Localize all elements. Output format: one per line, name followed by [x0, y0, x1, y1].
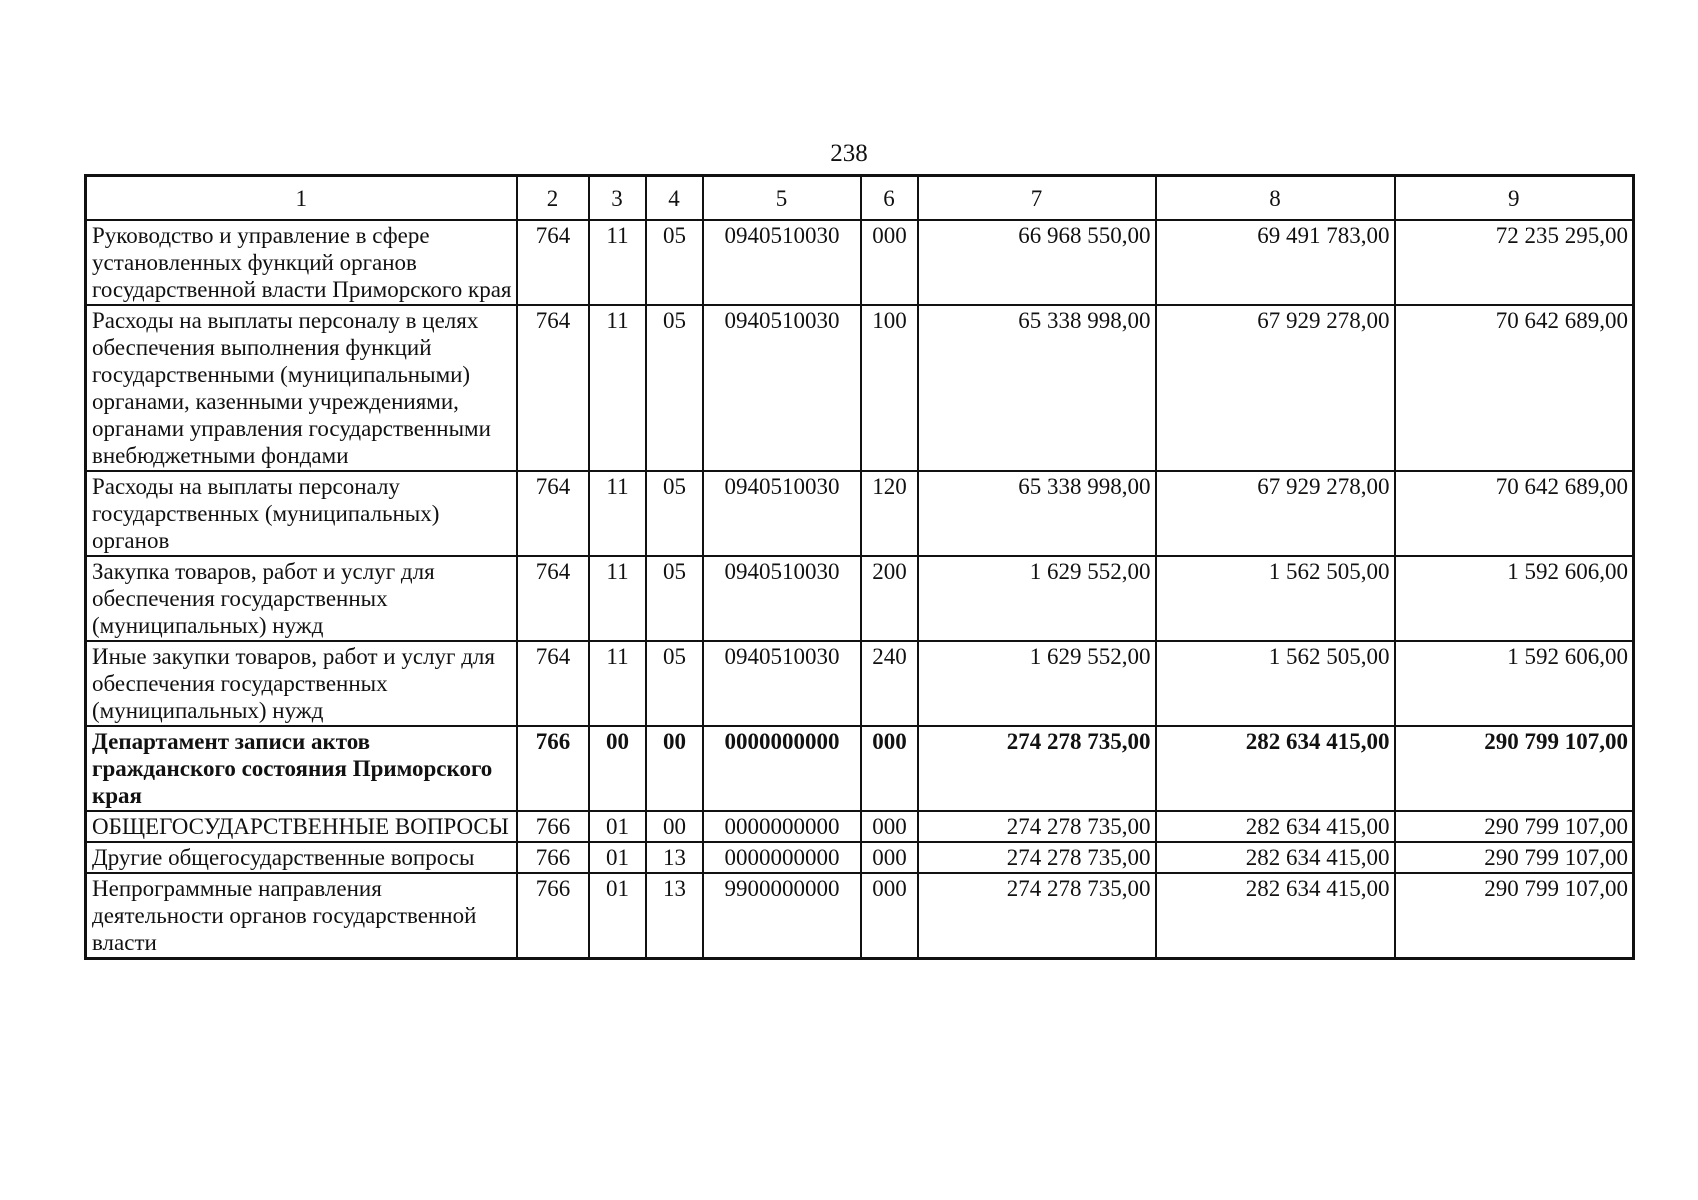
- subsection-code-cell: 05: [646, 471, 703, 556]
- amount-year-3-cell: 70 642 689,00: [1395, 305, 1634, 471]
- amount-year-2-cell: 67 929 278,00: [1156, 305, 1395, 471]
- expense-type-cell: 240: [861, 641, 918, 726]
- row-name-cell: Непрограммные направления деятельности органов государственной власти: [86, 873, 517, 959]
- expense-type-cell: 000: [861, 726, 918, 811]
- table-row: [86, 726, 1634, 811]
- row-name-cell: Другие общегосударственные вопросы: [86, 842, 517, 873]
- section-code-cell: 01: [589, 873, 646, 959]
- amount-year-3-cell: 290 799 107,00: [1395, 726, 1634, 811]
- column-header: 4: [646, 176, 703, 221]
- table-row: [86, 220, 1634, 305]
- amount-year-2-cell: 67 929 278,00: [1156, 471, 1395, 556]
- amount-year-3-cell: 290 799 107,00: [1395, 811, 1634, 842]
- section-code-cell: 01: [589, 811, 646, 842]
- row-name-cell: Закупка товаров, работ и услуг для обеспечения государственных (муниципальных) нужд: [86, 556, 517, 641]
- amount-year-3-cell: 70 642 689,00: [1395, 471, 1634, 556]
- column-header: 6: [861, 176, 918, 221]
- target-article-cell: 9900000000: [703, 873, 861, 959]
- budget-table: [84, 174, 1635, 960]
- amount-year-3-cell: 72 235 295,00: [1395, 220, 1634, 305]
- amount-year-2-cell: 1 562 505,00: [1156, 556, 1395, 641]
- amount-year-2-cell: 282 634 415,00: [1156, 726, 1395, 811]
- target-article-cell: 0000000000: [703, 726, 861, 811]
- target-article-cell: 0940510030: [703, 471, 861, 556]
- table-row: [86, 811, 1634, 842]
- subsection-code-cell: 05: [646, 641, 703, 726]
- expense-type-cell: 100: [861, 305, 918, 471]
- table-row: [86, 842, 1634, 873]
- ved-code-cell: 764: [517, 556, 589, 641]
- amount-year-2-cell: 282 634 415,00: [1156, 842, 1395, 873]
- table-row: [86, 641, 1634, 726]
- target-article-cell: 0000000000: [703, 811, 861, 842]
- expense-type-cell: 000: [861, 873, 918, 959]
- column-header: 3: [589, 176, 646, 221]
- amount-year-2-cell: 69 491 783,00: [1156, 220, 1395, 305]
- table-row: [86, 556, 1634, 641]
- ved-code-cell: 766: [517, 842, 589, 873]
- amount-year-1-cell: 274 278 735,00: [918, 842, 1156, 873]
- expense-type-cell: 000: [861, 220, 918, 305]
- expense-type-cell: 000: [861, 811, 918, 842]
- section-code-cell: 11: [589, 305, 646, 471]
- amount-year-1-cell: 65 338 998,00: [918, 305, 1156, 471]
- table-body: [86, 220, 1634, 959]
- row-name-cell: Иные закупки товаров, работ и услуг для обеспечения государственных (муниципальных) нужд: [86, 641, 517, 726]
- amount-year-1-cell: 66 968 550,00: [918, 220, 1156, 305]
- subsection-code-cell: 13: [646, 842, 703, 873]
- amount-year-1-cell: 274 278 735,00: [918, 873, 1156, 959]
- amount-year-2-cell: 282 634 415,00: [1156, 873, 1395, 959]
- amount-year-1-cell: 65 338 998,00: [918, 471, 1156, 556]
- ved-code-cell: 766: [517, 873, 589, 959]
- row-name-cell: Департамент записи актов гражданского состояния Приморского края: [86, 726, 517, 811]
- expense-type-cell: 200: [861, 556, 918, 641]
- row-name-cell: Расходы на выплаты персоналу государственных (муниципальных) органов: [86, 471, 517, 556]
- target-article-cell: 0940510030: [703, 641, 861, 726]
- ved-code-cell: 764: [517, 220, 589, 305]
- column-header: 5: [703, 176, 861, 221]
- subsection-code-cell: 05: [646, 556, 703, 641]
- ved-code-cell: 766: [517, 726, 589, 811]
- amount-year-1-cell: 274 278 735,00: [918, 811, 1156, 842]
- column-header: 7: [918, 176, 1156, 221]
- section-code-cell: 11: [589, 471, 646, 556]
- target-article-cell: 0940510030: [703, 305, 861, 471]
- target-article-cell: 0940510030: [703, 220, 861, 305]
- section-code-cell: 01: [589, 842, 646, 873]
- section-code-cell: 00: [589, 726, 646, 811]
- section-code-cell: 11: [589, 641, 646, 726]
- subsection-code-cell: 13: [646, 873, 703, 959]
- ved-code-cell: 764: [517, 641, 589, 726]
- amount-year-2-cell: 282 634 415,00: [1156, 811, 1395, 842]
- target-article-cell: 0940510030: [703, 556, 861, 641]
- column-header: 9: [1395, 176, 1634, 221]
- expense-type-cell: 120: [861, 471, 918, 556]
- section-code-cell: 11: [589, 220, 646, 305]
- amount-year-1-cell: 1 629 552,00: [918, 556, 1156, 641]
- amount-year-3-cell: 290 799 107,00: [1395, 873, 1634, 959]
- subsection-code-cell: 05: [646, 220, 703, 305]
- column-number-row: [86, 176, 1634, 221]
- column-header: 8: [1156, 176, 1395, 221]
- subsection-code-cell: 05: [646, 305, 703, 471]
- subsection-code-cell: 00: [646, 726, 703, 811]
- column-header: 2: [517, 176, 589, 221]
- section-code-cell: 11: [589, 556, 646, 641]
- table-row: [86, 873, 1634, 959]
- row-name-cell: Руководство и управление в сфере установленных функций органов государственной власти Приморского края: [86, 220, 517, 305]
- target-article-cell: 0000000000: [703, 842, 861, 873]
- amount-year-3-cell: 1 592 606,00: [1395, 556, 1634, 641]
- ved-code-cell: 764: [517, 305, 589, 471]
- row-name-cell: ОБЩЕГОСУДАРСТВЕННЫЕ ВОПРОСЫ: [86, 811, 517, 842]
- amount-year-3-cell: 290 799 107,00: [1395, 842, 1634, 873]
- amount-year-1-cell: 1 629 552,00: [918, 641, 1156, 726]
- expense-type-cell: 000: [861, 842, 918, 873]
- table-row: [86, 305, 1634, 471]
- page-number: 238: [830, 140, 868, 167]
- ved-code-cell: 764: [517, 471, 589, 556]
- amount-year-1-cell: 274 278 735,00: [918, 726, 1156, 811]
- subsection-code-cell: 00: [646, 811, 703, 842]
- table-row: [86, 471, 1634, 556]
- amount-year-2-cell: 1 562 505,00: [1156, 641, 1395, 726]
- column-header: 1: [86, 176, 517, 221]
- row-name-cell: Расходы на выплаты персоналу в целях обеспечения выполнения функций государственными (муниципальными) органами, казенными учреждениями, органами управления государственными внебюджетными фондами: [86, 305, 517, 471]
- ved-code-cell: 766: [517, 811, 589, 842]
- amount-year-3-cell: 1 592 606,00: [1395, 641, 1634, 726]
